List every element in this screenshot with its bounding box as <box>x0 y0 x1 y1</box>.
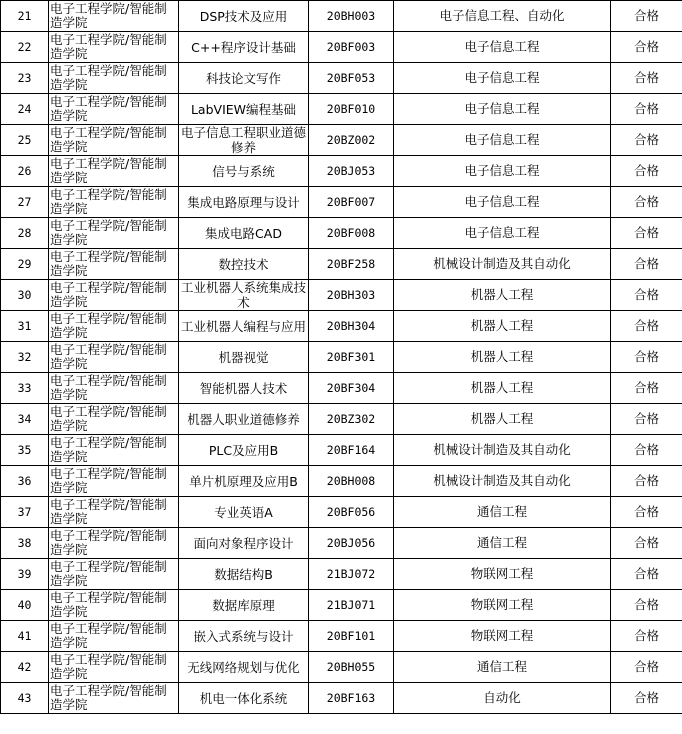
college-cell: 电子工程学院/智能制造学院 <box>49 280 179 311</box>
table-row <box>1 528 682 559</box>
table-row <box>1 187 682 218</box>
row-number: 22 <box>1 32 49 63</box>
major-cell: 机械设计制造及其自动化 <box>394 249 611 280</box>
course-code-cell: 20BH008 <box>309 466 394 497</box>
college-cell: 电子工程学院/智能制造学院 <box>49 652 179 683</box>
row-number: 23 <box>1 63 49 94</box>
row-number: 33 <box>1 373 49 404</box>
course-code-cell: 20BF056 <box>309 497 394 528</box>
row-number: 37 <box>1 497 49 528</box>
table-row <box>1 590 682 621</box>
table-row <box>1 94 682 125</box>
course-code-cell: 20BF008 <box>309 218 394 249</box>
course-code-cell: 20BJ053 <box>309 156 394 187</box>
table-row <box>1 683 682 714</box>
course-code-cell: 20BF053 <box>309 63 394 94</box>
row-number: 35 <box>1 435 49 466</box>
course-code-cell: 20BF301 <box>309 342 394 373</box>
table-row <box>1 373 682 404</box>
course-name-cell: 数控技术 <box>179 249 309 280</box>
college-cell: 电子工程学院/智能制造学院 <box>49 187 179 218</box>
major-cell: 机器人工程 <box>394 311 611 342</box>
result-cell: 合格 <box>611 590 682 621</box>
college-cell: 电子工程学院/智能制造学院 <box>49 1 179 32</box>
major-cell: 通信工程 <box>394 497 611 528</box>
course-name-cell: 机器人职业道德修养 <box>179 404 309 435</box>
major-cell: 电子信息工程 <box>394 218 611 249</box>
table-row <box>1 342 682 373</box>
result-cell: 合格 <box>611 559 682 590</box>
major-cell: 通信工程 <box>394 652 611 683</box>
table-row <box>1 559 682 590</box>
result-cell: 合格 <box>611 156 682 187</box>
course-code-cell: 20BZ002 <box>309 125 394 156</box>
course-table-body <box>1 1 682 714</box>
row-number: 25 <box>1 125 49 156</box>
major-cell: 通信工程 <box>394 528 611 559</box>
major-cell: 物联网工程 <box>394 590 611 621</box>
course-name-cell: 信号与系统 <box>179 156 309 187</box>
course-name-cell: 数据库原理 <box>179 590 309 621</box>
course-name-cell: 机器视觉 <box>179 342 309 373</box>
row-number: 28 <box>1 218 49 249</box>
college-cell: 电子工程学院/智能制造学院 <box>49 63 179 94</box>
result-cell: 合格 <box>611 373 682 404</box>
row-number: 21 <box>1 1 49 32</box>
row-number: 29 <box>1 249 49 280</box>
table-row <box>1 249 682 280</box>
college-cell: 电子工程学院/智能制造学院 <box>49 311 179 342</box>
major-cell: 机器人工程 <box>394 280 611 311</box>
course-name-cell: 集成电路原理与设计 <box>179 187 309 218</box>
college-cell: 电子工程学院/智能制造学院 <box>49 497 179 528</box>
result-cell: 合格 <box>611 652 682 683</box>
table-row <box>1 311 682 342</box>
course-code-cell: 20BF007 <box>309 187 394 218</box>
table-row <box>1 466 682 497</box>
major-cell: 电子信息工程 <box>394 187 611 218</box>
row-number: 31 <box>1 311 49 342</box>
result-cell: 合格 <box>611 187 682 218</box>
result-cell: 合格 <box>611 249 682 280</box>
major-cell: 电子信息工程 <box>394 94 611 125</box>
course-name-cell: 电子信息工程职业道德修养 <box>179 125 309 156</box>
major-cell: 电子信息工程、自动化 <box>394 1 611 32</box>
college-cell: 电子工程学院/智能制造学院 <box>49 621 179 652</box>
course-code-cell: 21BJ072 <box>309 559 394 590</box>
course-code-cell: 20BH003 <box>309 1 394 32</box>
college-cell: 电子工程学院/智能制造学院 <box>49 125 179 156</box>
college-cell: 电子工程学院/智能制造学院 <box>49 559 179 590</box>
table-row <box>1 435 682 466</box>
result-cell: 合格 <box>611 311 682 342</box>
course-code-cell: 21BJ071 <box>309 590 394 621</box>
row-number: 42 <box>1 652 49 683</box>
major-cell: 自动化 <box>394 683 611 714</box>
result-cell: 合格 <box>611 404 682 435</box>
result-cell: 合格 <box>611 32 682 63</box>
table-row <box>1 497 682 528</box>
result-cell: 合格 <box>611 528 682 559</box>
major-cell: 电子信息工程 <box>394 156 611 187</box>
table-row <box>1 621 682 652</box>
course-code-cell: 20BF101 <box>309 621 394 652</box>
course-name-cell: 工业机器人系统集成技术 <box>179 280 309 311</box>
college-cell: 电子工程学院/智能制造学院 <box>49 156 179 187</box>
row-number: 40 <box>1 590 49 621</box>
college-cell: 电子工程学院/智能制造学院 <box>49 32 179 63</box>
college-cell: 电子工程学院/智能制造学院 <box>49 94 179 125</box>
row-number: 43 <box>1 683 49 714</box>
course-code-cell: 20BF164 <box>309 435 394 466</box>
course-name-cell: 面向对象程序设计 <box>179 528 309 559</box>
major-cell: 物联网工程 <box>394 621 611 652</box>
college-cell: 电子工程学院/智能制造学院 <box>49 435 179 466</box>
course-name-cell: 嵌入式系统与设计 <box>179 621 309 652</box>
college-cell: 电子工程学院/智能制造学院 <box>49 590 179 621</box>
major-cell: 机械设计制造及其自动化 <box>394 466 611 497</box>
major-cell: 机器人工程 <box>394 373 611 404</box>
college-cell: 电子工程学院/智能制造学院 <box>49 528 179 559</box>
table-row <box>1 32 682 63</box>
course-code-cell: 20BF003 <box>309 32 394 63</box>
college-cell: 电子工程学院/智能制造学院 <box>49 249 179 280</box>
course-code-cell: 20BZ302 <box>309 404 394 435</box>
major-cell: 电子信息工程 <box>394 63 611 94</box>
result-cell: 合格 <box>611 621 682 652</box>
major-cell: 机器人工程 <box>394 404 611 435</box>
table-row <box>1 156 682 187</box>
table-row <box>1 63 682 94</box>
result-cell: 合格 <box>611 683 682 714</box>
table-row <box>1 404 682 435</box>
course-name-cell: 无线网络规划与优化 <box>179 652 309 683</box>
result-cell: 合格 <box>611 125 682 156</box>
major-cell: 机械设计制造及其自动化 <box>394 435 611 466</box>
table-row <box>1 218 682 249</box>
course-code-cell: 20BF163 <box>309 683 394 714</box>
table-row <box>1 125 682 156</box>
row-number: 26 <box>1 156 49 187</box>
row-number: 39 <box>1 559 49 590</box>
result-cell: 合格 <box>611 280 682 311</box>
college-cell: 电子工程学院/智能制造学院 <box>49 342 179 373</box>
table-row <box>1 280 682 311</box>
major-cell: 电子信息工程 <box>394 125 611 156</box>
result-cell: 合格 <box>611 94 682 125</box>
course-name-cell: 集成电路CAD <box>179 218 309 249</box>
result-cell: 合格 <box>611 218 682 249</box>
college-cell: 电子工程学院/智能制造学院 <box>49 373 179 404</box>
table-row <box>1 1 682 32</box>
college-cell: 电子工程学院/智能制造学院 <box>49 466 179 497</box>
course-name-cell: 智能机器人技术 <box>179 373 309 404</box>
course-name-cell: DSP技术及应用 <box>179 1 309 32</box>
row-number: 34 <box>1 404 49 435</box>
course-name-cell: 单片机原理及应用B <box>179 466 309 497</box>
course-name-cell: LabVIEW编程基础 <box>179 94 309 125</box>
course-name-cell: C++程序设计基础 <box>179 32 309 63</box>
course-code-cell: 20BH304 <box>309 311 394 342</box>
row-number: 36 <box>1 466 49 497</box>
result-cell: 合格 <box>611 435 682 466</box>
table-row <box>1 652 682 683</box>
course-name-cell: 机电一体化系统 <box>179 683 309 714</box>
college-cell: 电子工程学院/智能制造学院 <box>49 683 179 714</box>
major-cell: 物联网工程 <box>394 559 611 590</box>
row-number: 30 <box>1 280 49 311</box>
college-cell: 电子工程学院/智能制造学院 <box>49 404 179 435</box>
major-cell: 电子信息工程 <box>394 32 611 63</box>
course-name-cell: 工业机器人编程与应用 <box>179 311 309 342</box>
major-cell: 机器人工程 <box>394 342 611 373</box>
course-code-cell: 20BH055 <box>309 652 394 683</box>
row-number: 32 <box>1 342 49 373</box>
course-code-cell: 20BF258 <box>309 249 394 280</box>
row-number: 27 <box>1 187 49 218</box>
result-cell: 合格 <box>611 1 682 32</box>
result-cell: 合格 <box>611 466 682 497</box>
course-code-cell: 20BF010 <box>309 94 394 125</box>
row-number: 24 <box>1 94 49 125</box>
course-name-cell: PLC及应用B <box>179 435 309 466</box>
result-cell: 合格 <box>611 342 682 373</box>
course-name-cell: 数据结构B <box>179 559 309 590</box>
college-cell: 电子工程学院/智能制造学院 <box>49 218 179 249</box>
row-number: 38 <box>1 528 49 559</box>
result-cell: 合格 <box>611 497 682 528</box>
course-code-cell: 20BJ056 <box>309 528 394 559</box>
course-code-cell: 20BH303 <box>309 280 394 311</box>
course-code-cell: 20BF304 <box>309 373 394 404</box>
result-cell: 合格 <box>611 63 682 94</box>
row-number: 41 <box>1 621 49 652</box>
course-name-cell: 专业英语A <box>179 497 309 528</box>
course-name-cell: 科技论文写作 <box>179 63 309 94</box>
